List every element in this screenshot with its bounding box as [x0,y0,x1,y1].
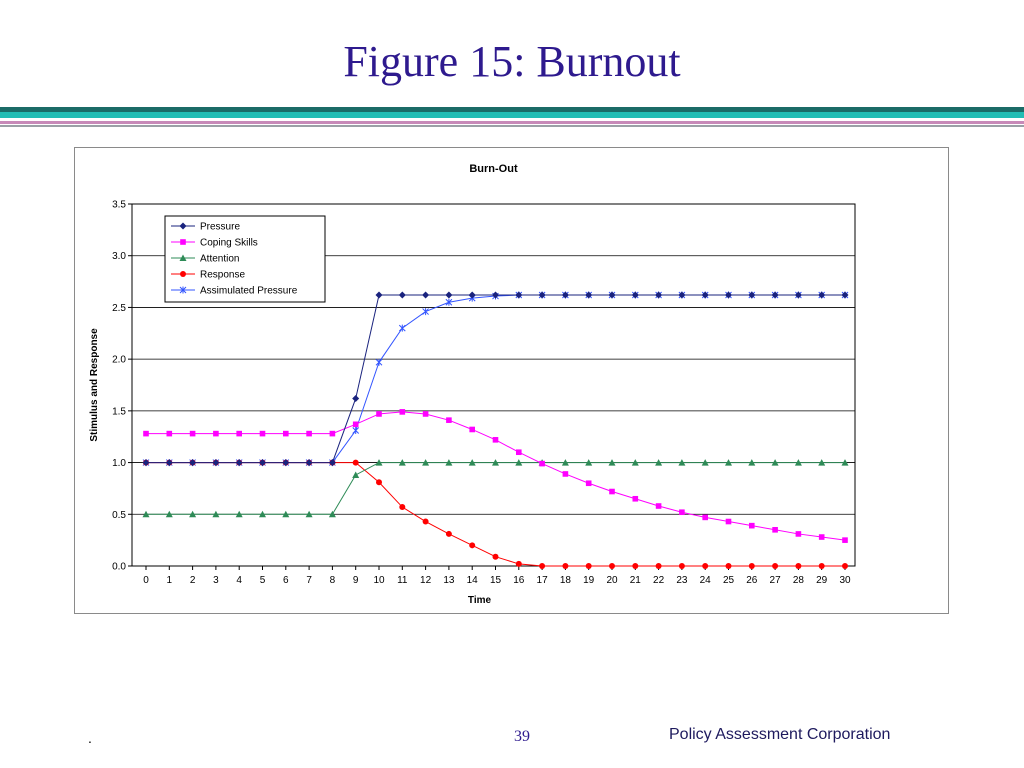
x-tick-label: 13 [443,575,455,586]
data-point-response [423,519,429,525]
data-point-response [446,531,452,537]
data-point-coping-skills [353,422,359,428]
data-point-pressure [445,292,452,299]
data-point-response [772,563,778,569]
data-point-coping-skills [167,431,173,437]
series-line-attention [146,463,845,515]
data-point-coping-skills [842,537,848,543]
x-tick-label: 14 [466,575,478,586]
data-point-response [842,563,848,569]
data-point-coping-skills [563,471,569,477]
y-axis-label: Stimulus and Response [89,328,100,442]
data-point-coping-skills [469,427,475,433]
data-point-response [656,563,662,569]
y-tick-label: 3.0 [112,251,126,263]
legend-marker-coping-skills [180,239,186,245]
data-point-coping-skills [609,489,615,495]
data-point-response [493,554,499,560]
data-point-assimulated-pressure [353,427,359,434]
x-tick-label: 28 [792,575,804,586]
legend-label-response: Response [200,269,246,281]
data-point-response [726,563,732,569]
x-tick-label: 22 [653,575,665,586]
data-point-response [609,563,615,569]
y-tick-label: 1.5 [112,406,126,418]
x-tick-label: 29 [816,575,828,586]
data-point-response [353,460,359,466]
chart-title: Burn-Out [469,163,518,175]
header-rule-pink [0,121,1024,124]
data-point-assimulated-pressure [399,325,405,332]
data-point-response [469,542,475,548]
x-tick-label: 23 [676,575,688,586]
data-point-coping-skills [493,437,499,443]
data-point-coping-skills [376,411,382,417]
page-number: 39 [514,728,530,745]
data-point-coping-skills [306,431,312,437]
y-tick-label: 1.0 [112,458,126,470]
x-tick-label: 30 [839,575,851,586]
data-point-coping-skills [516,449,522,455]
company-name: Policy Assessment Corporation [669,726,891,743]
x-tick-label: 27 [769,575,781,586]
y-tick-label: 2.5 [112,302,126,314]
data-point-coping-skills [236,431,242,437]
data-point-coping-skills [796,531,802,537]
x-tick-label: 16 [513,575,525,586]
data-point-coping-skills [656,503,662,509]
burnout-chart [75,148,948,613]
data-point-assimulated-pressure [376,359,382,366]
y-tick-label: 3.5 [112,199,126,211]
data-point-coping-skills [446,417,452,423]
data-point-coping-skills [143,431,149,437]
data-point-response [679,563,685,569]
legend-label-assimulated-pressure: Assimulated Pressure [200,285,298,297]
data-point-pressure [492,292,499,299]
x-axis-label: Time [467,595,492,606]
x-tick-label: 7 [306,575,312,586]
data-point-response [586,563,592,569]
data-point-response [539,563,545,569]
x-tick-label: 0 [143,575,149,586]
data-point-coping-skills [586,480,592,486]
data-point-response [819,563,825,569]
data-point-coping-skills [539,461,545,467]
legend-marker-response [180,271,186,277]
data-point-coping-skills [749,523,755,529]
data-point-pressure [422,292,429,299]
data-point-response [376,479,382,485]
x-tick-label: 11 [397,575,408,586]
data-point-coping-skills [819,534,825,540]
x-tick-label: 26 [746,575,758,586]
x-tick-label: 12 [420,575,432,586]
data-point-response [516,561,522,567]
header-rule-teal-light [0,112,1024,118]
data-point-coping-skills [190,431,196,437]
data-point-coping-skills [633,496,639,502]
data-point-pressure [399,292,406,299]
data-point-response [749,563,755,569]
x-tick-label: 15 [489,575,502,586]
data-point-coping-skills [330,431,336,437]
data-point-coping-skills [772,527,778,533]
data-point-coping-skills [283,431,289,437]
x-tick-label: 10 [373,575,385,586]
data-point-response [562,563,568,569]
data-point-response [795,563,801,569]
slide-title: Figure 15: Burnout [343,37,681,86]
x-tick-label: 9 [352,575,359,586]
data-point-response [399,504,405,510]
y-tick-label: 0.5 [112,509,126,521]
data-point-pressure [376,292,383,299]
data-point-coping-skills [400,409,406,415]
legend-label-coping-skills: Coping Skills [200,237,258,249]
x-tick-label: 3 [213,575,219,586]
data-point-assimulated-pressure [423,308,429,315]
data-point-attention [352,471,359,478]
chart-frame [74,147,949,614]
y-tick-label: 0.0 [112,561,126,573]
footer-left-mark: . [88,730,92,746]
data-point-coping-skills [726,519,732,525]
series-line-coping-skills [146,412,845,540]
x-tick-label: 2 [189,575,196,586]
x-tick-label: 20 [606,575,618,586]
data-point-coping-skills [213,431,219,437]
legend-label-pressure: Pressure [200,221,241,233]
x-tick-label: 6 [283,575,289,586]
data-point-response [632,563,638,569]
x-tick-label: 18 [559,575,571,586]
x-tick-label: 21 [629,575,641,586]
data-point-coping-skills [702,515,708,521]
data-point-coping-skills [679,509,685,515]
x-tick-label: 25 [722,575,735,586]
y-tick-label: 2.0 [112,354,126,366]
x-tick-label: 19 [583,575,595,586]
header-rule-gray [0,125,1024,127]
x-tick-label: 5 [259,575,266,586]
data-point-pressure [352,395,359,402]
data-point-coping-skills [260,431,266,437]
x-tick-label: 17 [536,575,548,586]
data-point-response [702,563,708,569]
data-point-coping-skills [423,411,429,417]
x-tick-label: 4 [236,575,242,586]
legend-label-attention: Attention [200,253,240,265]
x-tick-label: 24 [699,575,711,586]
x-tick-label: 8 [329,575,336,586]
x-tick-label: 1 [166,575,173,586]
